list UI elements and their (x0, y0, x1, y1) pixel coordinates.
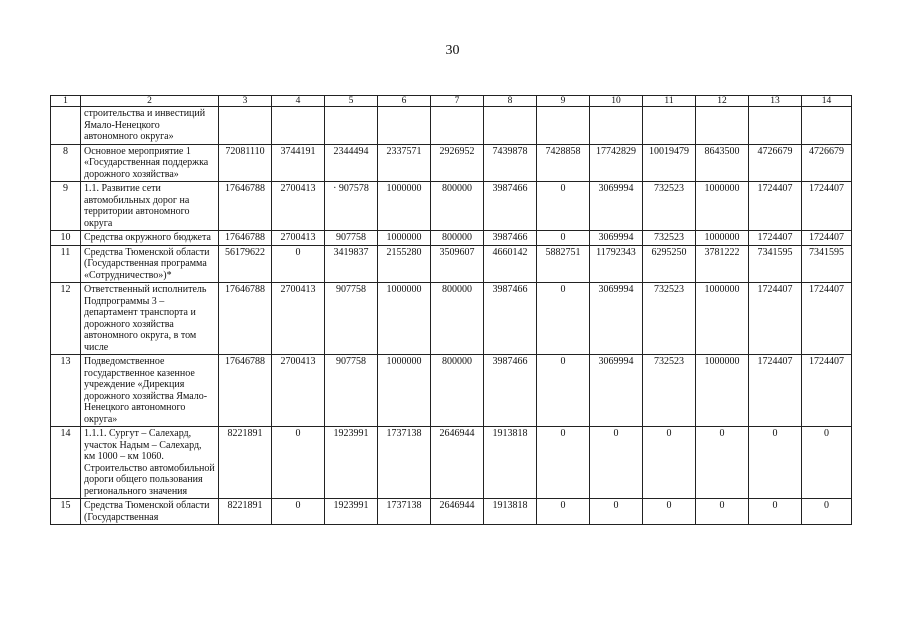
value-cell: 4660142 (484, 245, 537, 283)
value-cell: 0 (272, 245, 325, 283)
row-description: строительства и инвестиций Ямало-Ненецкого автономного округа» (81, 107, 219, 145)
row-number: 9 (51, 182, 81, 231)
value-cell: 56179622 (219, 245, 272, 283)
row-description: 1.1. Развитие сети автомобильных дорог на территории автономного округа (81, 182, 219, 231)
row-number: 15 (51, 499, 81, 525)
row-number: 14 (51, 427, 81, 499)
table-row (51, 245, 852, 283)
table-row (51, 283, 852, 355)
value-cell: 7439878 (484, 144, 537, 182)
value-cell: 1000000 (378, 231, 431, 246)
column-number-12: 12 (696, 96, 749, 107)
value-cell: 10019479 (643, 144, 696, 182)
value-cell: 2700413 (272, 231, 325, 246)
value-cell: 0 (749, 427, 802, 499)
value-cell: 2700413 (272, 355, 325, 427)
value-cell (378, 107, 431, 145)
column-number-3: 3 (219, 96, 272, 107)
column-number-7: 7 (431, 96, 484, 107)
value-cell: 0 (537, 283, 590, 355)
value-cell: 2337571 (378, 144, 431, 182)
value-cell: 0 (537, 355, 590, 427)
value-cell (219, 107, 272, 145)
value-cell: 1000000 (378, 355, 431, 427)
value-cell: 0 (537, 182, 590, 231)
value-cell: 0 (643, 427, 696, 499)
value-cell: 3069994 (590, 231, 643, 246)
value-cell: 1913818 (484, 499, 537, 525)
value-cell: 8643500 (696, 144, 749, 182)
row-number: 11 (51, 245, 81, 283)
value-cell: 2646944 (431, 499, 484, 525)
value-cell (325, 107, 378, 145)
column-number-2: 2 (81, 96, 219, 107)
value-cell: 732523 (643, 182, 696, 231)
value-cell (272, 107, 325, 145)
column-number-1: 1 (51, 96, 81, 107)
value-cell: 3744191 (272, 144, 325, 182)
value-cell: 11792343 (590, 245, 643, 283)
value-cell: 72081110 (219, 144, 272, 182)
value-cell: 0 (696, 499, 749, 525)
value-cell: 1000000 (696, 283, 749, 355)
value-cell: 8221891 (219, 499, 272, 525)
value-cell: 7341595 (749, 245, 802, 283)
table-row (51, 231, 852, 246)
column-number-14: 14 (802, 96, 852, 107)
value-cell: 2926952 (431, 144, 484, 182)
value-cell: 1724407 (802, 283, 852, 355)
value-cell: 3069994 (590, 182, 643, 231)
table-row (51, 182, 852, 231)
value-cell: 1724407 (749, 355, 802, 427)
value-cell: 3987466 (484, 283, 537, 355)
row-description: Средства Тюменской области (Государственная (81, 499, 219, 525)
value-cell: 1913818 (484, 427, 537, 499)
row-number: 8 (51, 144, 81, 182)
value-cell: 17646788 (219, 182, 272, 231)
value-cell: 2700413 (272, 182, 325, 231)
value-cell: 17646788 (219, 283, 272, 355)
value-cell: 0 (802, 499, 852, 525)
value-cell: 0 (643, 499, 696, 525)
column-number-5: 5 (325, 96, 378, 107)
value-cell: 17646788 (219, 231, 272, 246)
value-cell: 800000 (431, 182, 484, 231)
column-number-4: 4 (272, 96, 325, 107)
table-row (51, 427, 852, 499)
row-description: Подведомственное государственное казенное учреждение «Дирекция дорожного хозяйства Ямало-Ненецкого автономного округа» (81, 355, 219, 427)
value-cell: 1000000 (696, 231, 749, 246)
value-cell: 0 (749, 499, 802, 525)
value-cell: 17646788 (219, 355, 272, 427)
column-number-6: 6 (378, 96, 431, 107)
budget-table (50, 95, 852, 525)
page-number: 30 (445, 43, 460, 58)
value-cell (643, 107, 696, 145)
value-cell: 2700413 (272, 283, 325, 355)
value-cell: 0 (696, 427, 749, 499)
value-cell: 5882751 (537, 245, 590, 283)
value-cell (537, 107, 590, 145)
value-cell: 1724407 (802, 355, 852, 427)
value-cell: 2344494 (325, 144, 378, 182)
value-cell (431, 107, 484, 145)
value-cell: 1923991 (325, 499, 378, 525)
column-number-row (51, 96, 852, 107)
value-cell: 17742829 (590, 144, 643, 182)
value-cell (484, 107, 537, 145)
value-cell: 3987466 (484, 231, 537, 246)
row-number: 12 (51, 283, 81, 355)
value-cell: 732523 (643, 283, 696, 355)
value-cell: 7341595 (802, 245, 852, 283)
column-number-10: 10 (590, 96, 643, 107)
column-number-8: 8 (484, 96, 537, 107)
value-cell (749, 107, 802, 145)
value-cell: 1000000 (696, 182, 749, 231)
value-cell: 1923991 (325, 427, 378, 499)
value-cell: 6295250 (643, 245, 696, 283)
value-cell: 0 (537, 499, 590, 525)
table-row (51, 107, 852, 145)
value-cell: 907758 (325, 231, 378, 246)
value-cell: 800000 (431, 355, 484, 427)
value-cell: 732523 (643, 355, 696, 427)
row-description: Ответственный исполнитель Подпрограммы 3 – департамент транспорта и дорожного хозяйства автономного округа, в том числе (81, 283, 219, 355)
value-cell: 1737138 (378, 427, 431, 499)
value-cell: 2155280 (378, 245, 431, 283)
row-number (51, 107, 81, 145)
value-cell: 0 (802, 427, 852, 499)
value-cell: 0 (272, 499, 325, 525)
value-cell: 3987466 (484, 355, 537, 427)
value-cell: 1000000 (378, 182, 431, 231)
value-cell (802, 107, 852, 145)
value-cell: 907758 (325, 283, 378, 355)
value-cell: 800000 (431, 231, 484, 246)
table-row (51, 499, 852, 525)
value-cell: 1737138 (378, 499, 431, 525)
value-cell: 1724407 (749, 283, 802, 355)
value-cell: · 907578 (325, 182, 378, 231)
column-number-9: 9 (537, 96, 590, 107)
value-cell: 7428858 (537, 144, 590, 182)
column-number-13: 13 (749, 96, 802, 107)
value-cell: 3509607 (431, 245, 484, 283)
value-cell: 4726679 (749, 144, 802, 182)
value-cell (590, 107, 643, 145)
value-cell: 1724407 (749, 231, 802, 246)
row-description: 1.1.1. Сургут – Салехард, участок Надым – Салехард, км 1000 – км 1060. Строительство автомобильной дороги общего пользования регионального значения (81, 427, 219, 499)
value-cell: 1724407 (802, 231, 852, 246)
value-cell: 907758 (325, 355, 378, 427)
value-cell: 2646944 (431, 427, 484, 499)
value-cell: 1724407 (802, 182, 852, 231)
value-cell: 0 (537, 231, 590, 246)
row-description: Основное мероприятие 1 «Государственная поддержка дорожного хозяйства» (81, 144, 219, 182)
row-description: Средства Тюменской области (Государственная программа «Сотрудничество»)* (81, 245, 219, 283)
value-cell: 0 (590, 427, 643, 499)
value-cell: 1724407 (749, 182, 802, 231)
value-cell: 1000000 (696, 355, 749, 427)
value-cell: 3069994 (590, 283, 643, 355)
value-cell: 800000 (431, 283, 484, 355)
row-number: 13 (51, 355, 81, 427)
value-cell: 0 (272, 427, 325, 499)
value-cell: 8221891 (219, 427, 272, 499)
value-cell: 1000000 (378, 283, 431, 355)
value-cell: 3069994 (590, 355, 643, 427)
value-cell: 732523 (643, 231, 696, 246)
value-cell (696, 107, 749, 145)
row-description: Средства окружного бюджета (81, 231, 219, 246)
value-cell: 3781222 (696, 245, 749, 283)
value-cell: 0 (537, 427, 590, 499)
value-cell: 3987466 (484, 182, 537, 231)
table-row (51, 144, 852, 182)
value-cell: 3419837 (325, 245, 378, 283)
row-number: 10 (51, 231, 81, 246)
column-number-11: 11 (643, 96, 696, 107)
table-row (51, 355, 852, 427)
value-cell: 0 (590, 499, 643, 525)
value-cell: 4726679 (802, 144, 852, 182)
